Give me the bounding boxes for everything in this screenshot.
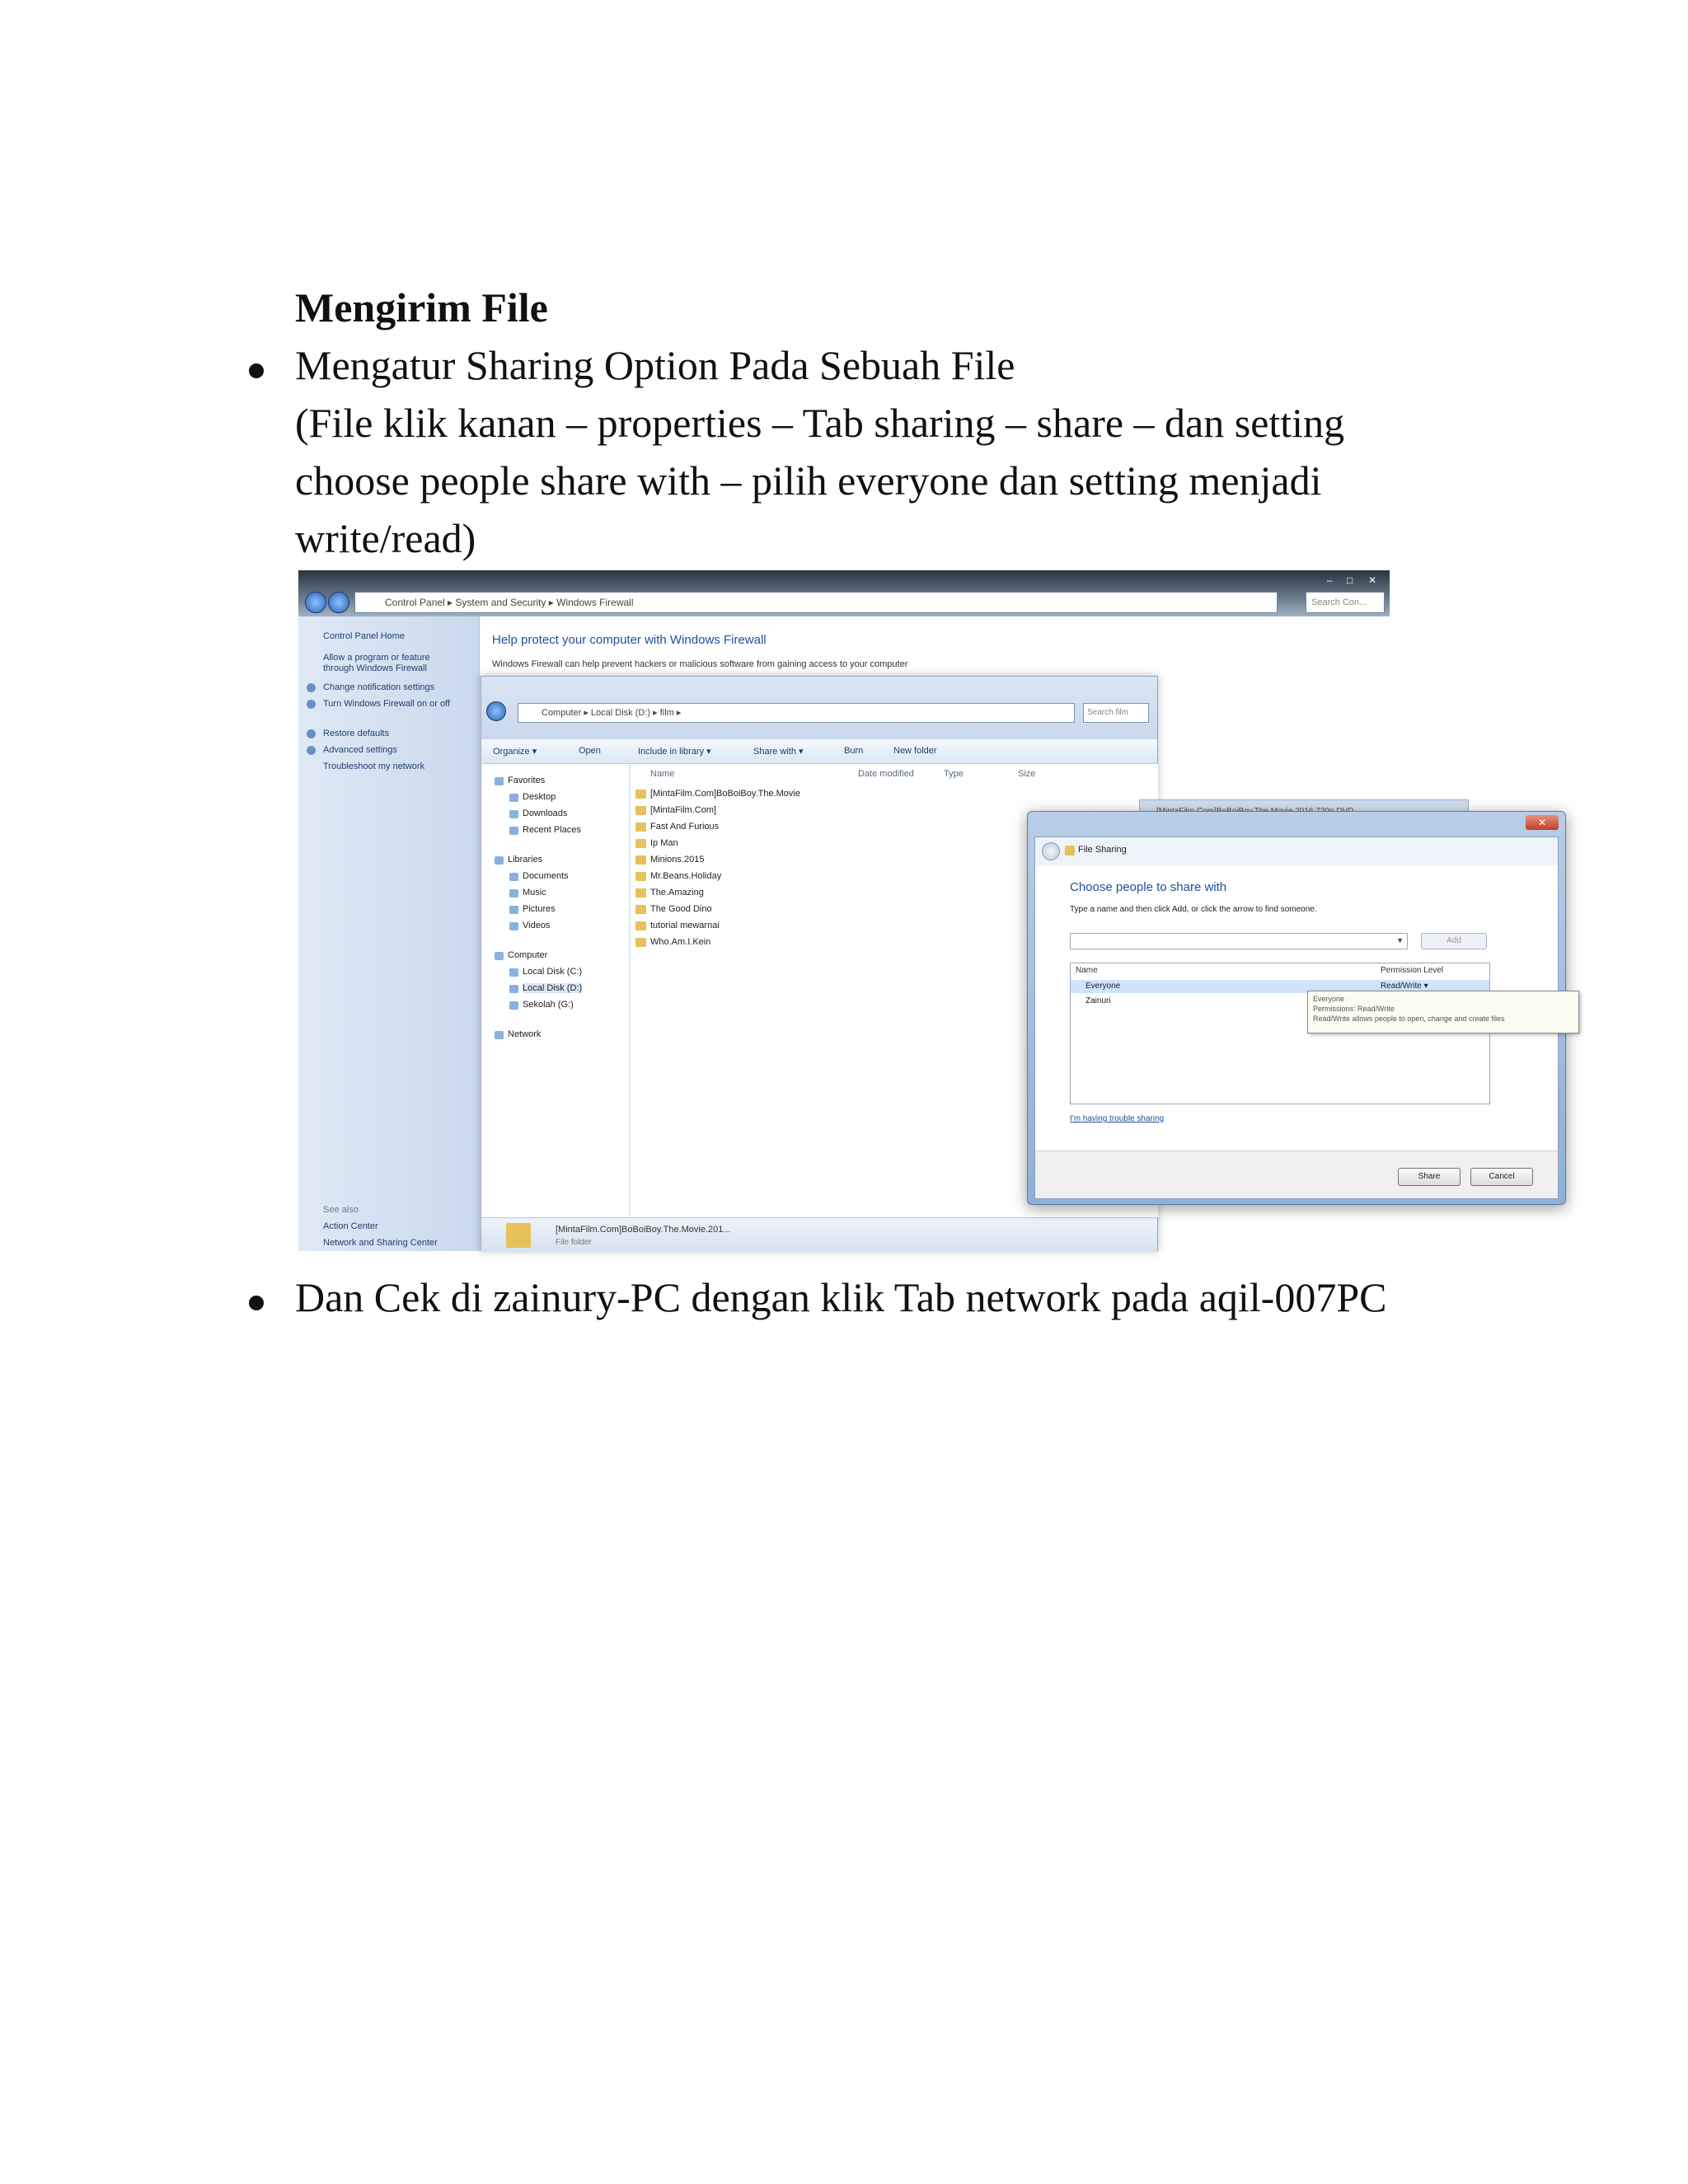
- tooltip-line-2: Permissions: Read/Write: [1313, 1005, 1395, 1013]
- column-size[interactable]: Size: [1018, 769, 1036, 779]
- toolbar-open[interactable]: Open: [579, 746, 601, 756]
- nav-documents[interactable]: Documents: [523, 871, 569, 881]
- sharing-icon: [1065, 846, 1075, 855]
- nav-sekolah-g[interactable]: Sekolah (G:): [523, 1000, 574, 1010]
- folder-icon: [506, 1223, 531, 1248]
- bullet-1-text: Mengatur Sharing Option Pada Sebuah File: [295, 342, 1015, 388]
- chevron-down-icon[interactable]: ▼: [1396, 936, 1404, 944]
- status-file-type: File folder: [556, 1238, 592, 1247]
- see-also-action-center[interactable]: Action Center: [323, 1221, 378, 1231]
- sidebar-item-turn-on-off[interactable]: Turn Windows Firewall on or off: [323, 699, 455, 710]
- explorer-nav-pane: [481, 764, 630, 1217]
- nav-network[interactable]: Network: [508, 1029, 542, 1039]
- sidebar-item-advanced[interactable]: Advanced settings: [323, 745, 397, 755]
- permission-grid: [1070, 963, 1490, 1104]
- address-bar[interactable]: Control Panel ▸ System and Security ▸ Windows Firewall: [354, 592, 1278, 613]
- explorer-status-bar: [481, 1217, 1157, 1252]
- column-name[interactable]: Name: [650, 769, 675, 779]
- section-heading: Mengirim File: [295, 284, 548, 330]
- share-button[interactable]: Share: [1398, 1168, 1461, 1186]
- forward-arrow-icon[interactable]: [328, 592, 349, 613]
- file-row[interactable]: The Good Dino: [650, 904, 712, 914]
- file-row[interactable]: Ip Man: [650, 838, 678, 848]
- see-also-network-center[interactable]: Network and Sharing Center: [323, 1238, 438, 1248]
- toolbar-include-library[interactable]: Include in library ▾: [638, 747, 711, 757]
- file-row[interactable]: [MintaFilm.Com]: [650, 805, 717, 815]
- file-sharing-dialog: [1027, 811, 1566, 1205]
- nav-desktop[interactable]: Desktop: [523, 792, 556, 802]
- explorer-header: [481, 677, 1157, 739]
- sidebar-item-allow-program[interactable]: Allow a program or feature through Windows Firewall: [323, 653, 430, 673]
- explorer-address-bar[interactable]: Computer ▸ Local Disk (D:) ▸ film ▸: [518, 703, 1075, 723]
- control-panel-sidebar: [298, 616, 480, 1251]
- explorer-back-icon[interactable]: [486, 701, 506, 721]
- toolbar-share-with[interactable]: Share with ▾: [753, 747, 804, 757]
- file-row[interactable]: Mr.Beans.Holiday: [650, 871, 722, 881]
- toolbar-burn[interactable]: Burn: [844, 746, 864, 756]
- file-row[interactable]: Who.Am.I.Kein: [650, 937, 711, 947]
- nav-videos[interactable]: Videos: [523, 921, 551, 930]
- column-type[interactable]: Type: [944, 769, 964, 779]
- choose-people-heading: Choose people to share with: [1070, 880, 1227, 894]
- close-button[interactable]: ✕: [1368, 574, 1377, 586]
- explorer-search-input[interactable]: Search film: [1083, 703, 1149, 723]
- nav-local-disk-d[interactable]: Local Disk (D:): [523, 983, 583, 993]
- file-sharing-title: File Sharing: [1078, 845, 1127, 855]
- maximize-button[interactable]: □: [1347, 574, 1353, 586]
- grid-row-name: Zainuri: [1085, 996, 1111, 1005]
- add-button[interactable]: Add: [1421, 933, 1487, 949]
- trouble-sharing-link[interactable]: I'm having trouble sharing: [1070, 1114, 1165, 1123]
- back-arrow-icon[interactable]: [305, 592, 326, 613]
- nav-downloads[interactable]: Downloads: [523, 808, 568, 818]
- permission-tooltip: [1307, 991, 1579, 1033]
- dialog-back-icon[interactable]: [1042, 842, 1060, 860]
- name-combo-input[interactable]: [1070, 933, 1408, 949]
- bullet-dot-2: [249, 1296, 264, 1310]
- tooltip-line-3: Read/Write allows people to open, change and create files: [1313, 1015, 1505, 1023]
- file-row[interactable]: tutorial mewarnai: [650, 921, 720, 930]
- sidebar-item-restore[interactable]: Restore defaults: [323, 729, 390, 738]
- nav-music[interactable]: Music: [523, 888, 546, 898]
- file-row[interactable]: The.Amazing: [650, 888, 704, 898]
- toolbar-organize[interactable]: Organize ▾: [493, 747, 537, 757]
- bullet-1-line-2: choose people share with – pilih everyone dan setting menjadi: [295, 457, 1322, 504]
- grid-row-name: Everyone: [1085, 982, 1121, 991]
- file-row[interactable]: [MintaFilm.Com]BoBoiBoy.The.Movie: [650, 789, 800, 799]
- search-input[interactable]: Search Con...: [1306, 592, 1385, 613]
- grid-row-permission[interactable]: Read/Write ▾: [1381, 982, 1428, 991]
- bullet-1-line-3: write/read): [295, 515, 476, 561]
- bullet-2-text: Dan Cek di zainury-PC dengan klik Tab network pada aqil-007PC: [295, 1274, 1387, 1320]
- see-also-label: See also: [323, 1205, 359, 1215]
- sidebar-item-notifications[interactable]: Change notification settings: [323, 682, 435, 692]
- nav-favorites[interactable]: Favorites: [508, 776, 546, 785]
- firewall-title: Help protect your computer with Windows Firewall: [492, 633, 767, 647]
- nav-local-disk-c[interactable]: Local Disk (C:): [523, 967, 583, 977]
- sidebar-home-link[interactable]: Control Panel Home: [323, 631, 406, 641]
- bullet-1-line-1: (File klik kanan – properties – Tab sharing – share – dan setting: [295, 400, 1345, 446]
- window-titlebar: [298, 570, 1390, 616]
- status-file-name: [MintaFilm.Com]BoBoiBoy.The.Movie.201...: [556, 1225, 731, 1235]
- firewall-subtitle: Windows Firewall can help prevent hackers or malicious software from gaining access to your computer: [492, 659, 908, 669]
- file-sharing-header: [1035, 837, 1558, 865]
- bullet-dot-1: [249, 363, 264, 378]
- minimize-button[interactable]: –: [1327, 574, 1333, 586]
- column-date-modified[interactable]: Date modified: [858, 769, 914, 779]
- explorer-toolbar: [481, 739, 1157, 764]
- grid-header-permission: Permission Level: [1381, 966, 1444, 975]
- file-row[interactable]: Fast And Furious: [650, 822, 720, 832]
- nav-recent-places[interactable]: Recent Places: [523, 825, 581, 835]
- dialog-footer: [1035, 1151, 1558, 1198]
- embedded-screenshot: [298, 570, 1547, 1251]
- nav-libraries[interactable]: Libraries: [508, 855, 543, 865]
- sidebar-item-troubleshoot[interactable]: Troubleshoot my network: [323, 762, 425, 771]
- tooltip-line-1: Everyone: [1313, 995, 1345, 1003]
- nav-pictures[interactable]: Pictures: [523, 904, 556, 914]
- dialog-close-button[interactable]: ✕: [1526, 815, 1559, 830]
- file-row[interactable]: Minions.2015: [650, 855, 705, 865]
- share-hint-text: Type a name and then click Add, or click the arrow to find someone.: [1070, 905, 1317, 914]
- cancel-button[interactable]: Cancel: [1470, 1168, 1533, 1186]
- nav-computer[interactable]: Computer: [508, 950, 548, 960]
- grid-header-name: Name: [1076, 966, 1098, 975]
- toolbar-new-folder[interactable]: New folder: [893, 746, 937, 756]
- file-sharing-body: [1034, 837, 1559, 1199]
